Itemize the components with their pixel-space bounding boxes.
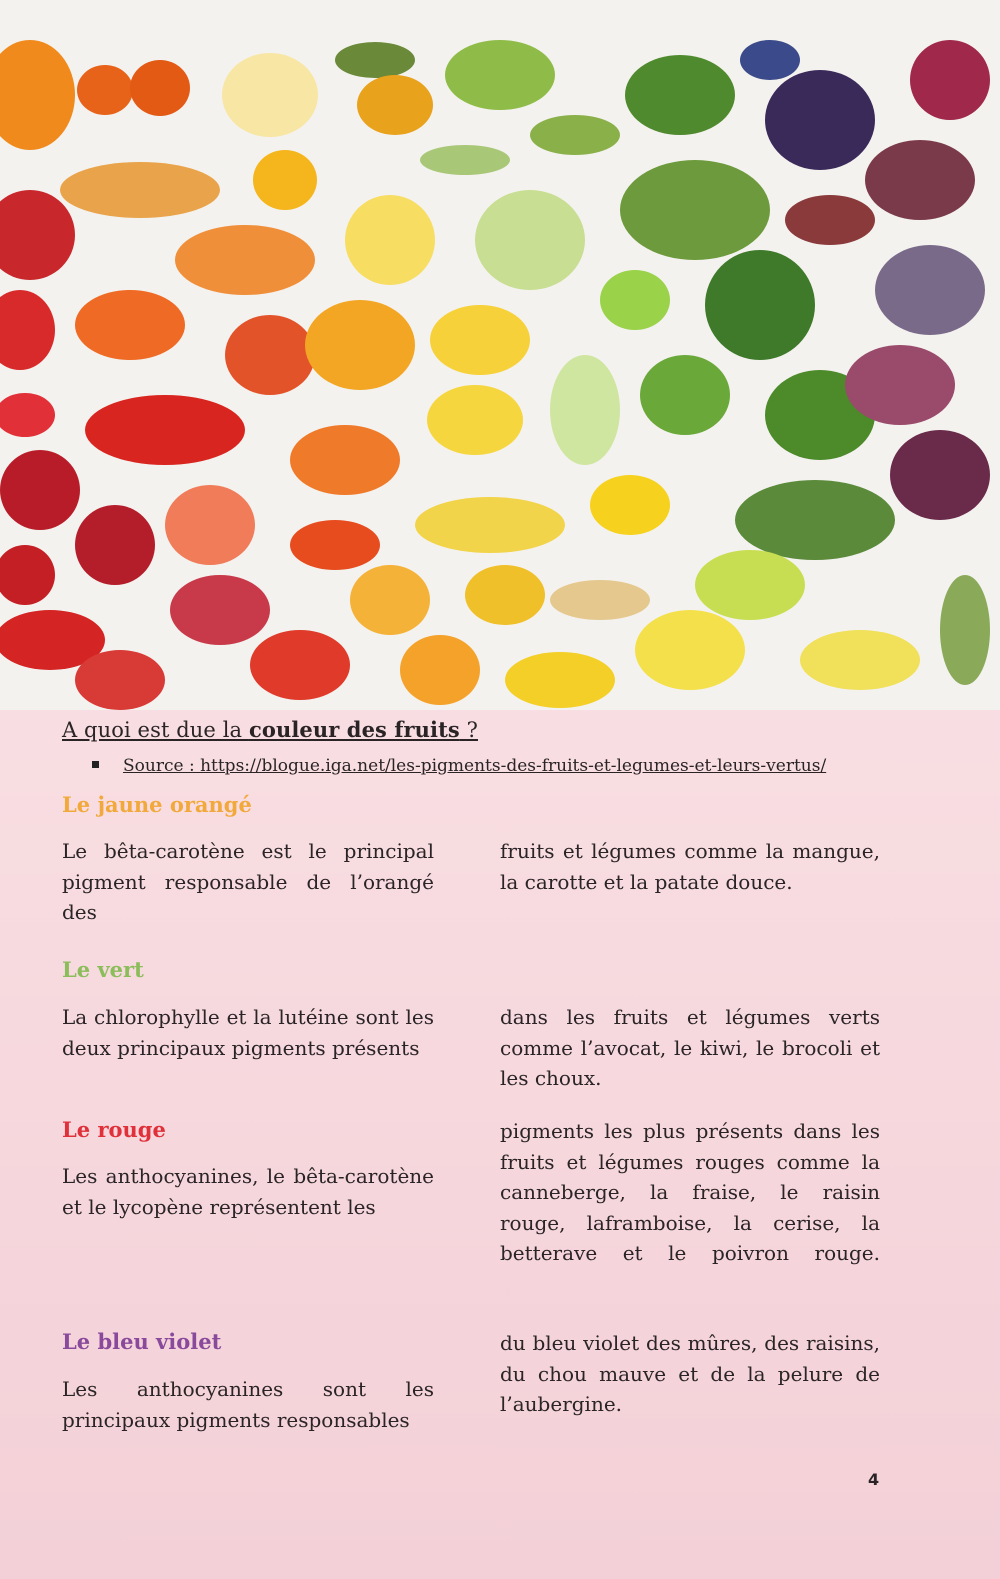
text-vert-right: dans les fruits et légumes verts comme l’avocat, le kiwi, le brocoli et les choux.	[500, 1005, 880, 1090]
heading-vert: Le vert	[62, 957, 144, 982]
fruits-vegetables-photo	[0, 0, 1000, 710]
page-title: A quoi est due la couleur des fruits ?	[62, 717, 478, 742]
text-bleu-violet-right: du bleu violet des mûres, des raisins, du chou mauve et de la pelure de l’aubergine.	[500, 1331, 880, 1416]
text-jaune-orange-left: Le bêta-carotène est le principal pigment responsable de l’orangé des	[62, 839, 434, 924]
text-vert-left: La chlorophylle et la lutéine sont les deux principaux pigments présents	[62, 1005, 434, 1060]
heading-rouge: Le rouge	[62, 1117, 166, 1142]
source-item	[92, 756, 826, 776]
heading-jaune-orange: Le jaune orangé	[62, 792, 252, 817]
page-number: 4	[868, 1470, 880, 1489]
heading-bleu-violet: Le bleu violet	[62, 1329, 222, 1354]
text-rouge-left: Les anthocyanines, le bêta-carotène et le lycopène représentent les	[62, 1164, 434, 1219]
text-rouge-right: pigments les plus présents dans les fruits et légumes rouges comme la canneberge, la fraise, le raisin rouge, laframboise, la cerise, la betterave et le poivron rouge.	[500, 1119, 880, 1265]
bullet-icon	[92, 761, 99, 768]
source-link[interactable]: Source : https://blogue.iga.net/les-pigments-des-fruits-et-legumes-et-leurs-vertus/	[123, 756, 827, 776]
text-bleu-violet-left: Les anthocyanines sont les principaux pigments responsables	[62, 1377, 434, 1432]
text-jaune-orange-right: fruits et légumes comme la mangue, la carotte et la patate douce.	[500, 839, 880, 894]
